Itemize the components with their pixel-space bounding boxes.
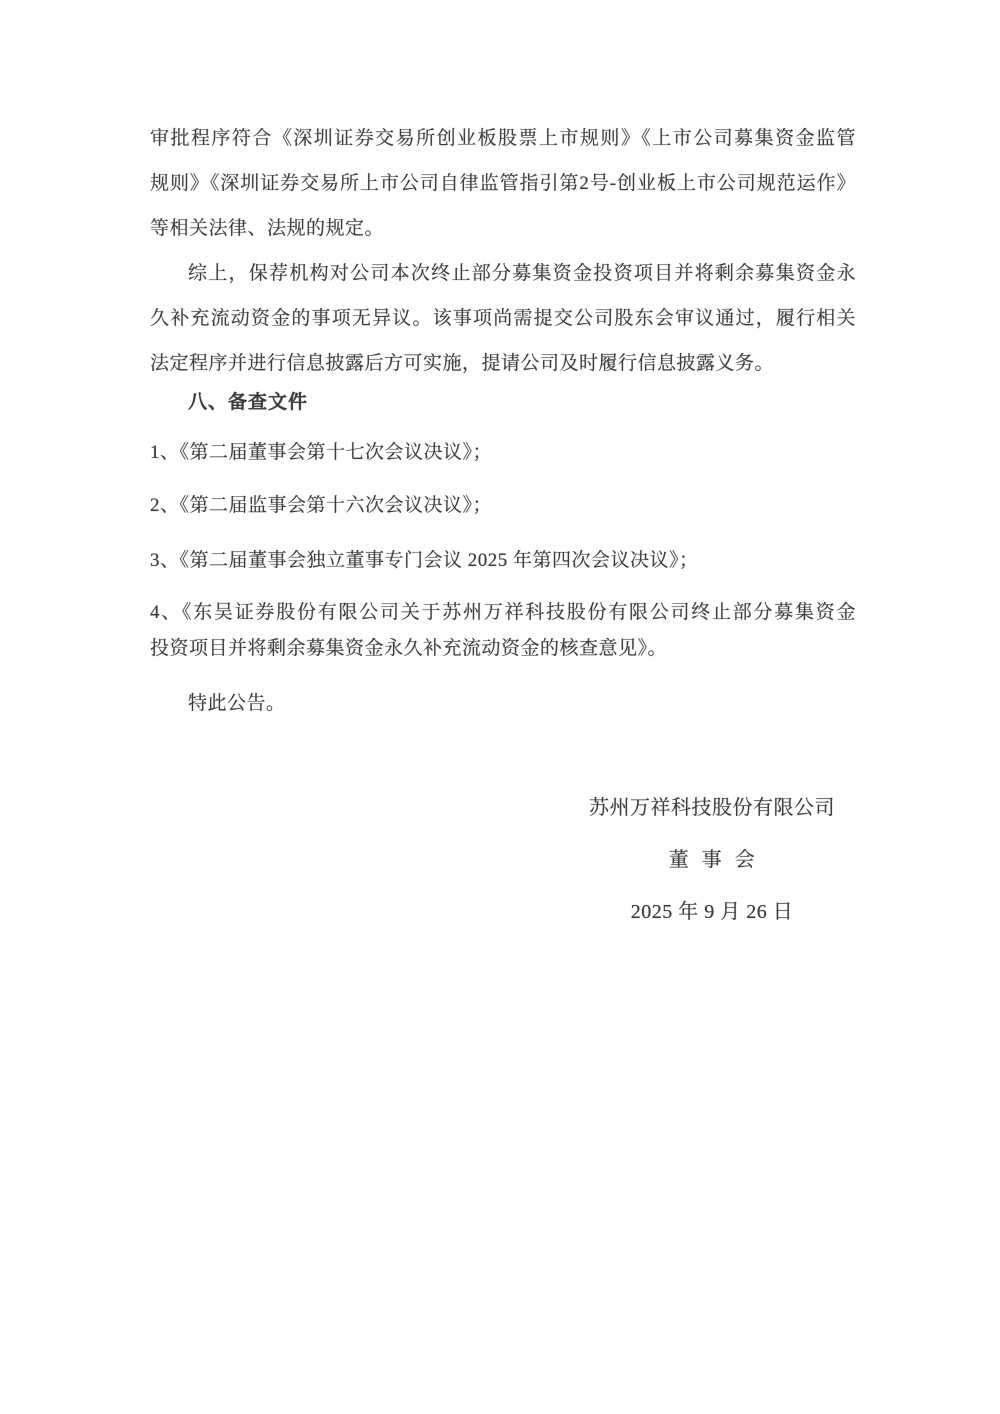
signature-date: 2025 年 9 月 26 日 [630, 901, 794, 923]
signature-board-of-directors: 董 事 会 [668, 849, 756, 871]
closing-statement: 特此公告。 [188, 693, 286, 714]
paragraph-conclusion-line-2: 久补充流动资金的事项无异议。该事项尚需提交公司股东会审议通过，履行相关 [150, 308, 856, 329]
paragraph-compliance-line-2: 规则》《深圳证券交易所上市公司自律监管指引第2号-创业板上市公司规范运作》 [150, 173, 856, 194]
paragraph-compliance-line-1: 审批程序符合《深圳证券交易所创业板股票上市规则》《上市公司募集资金监管 [150, 128, 856, 149]
section-heading-reference-documents: 八、备查文件 [188, 392, 309, 413]
list-item-4-line-2: 投资项目并将剩余募集资金永久补充流动资金的核查意见》。 [150, 638, 668, 659]
list-item-3: 3、《第二届董事会独立董事专门会议 2025 年第四次会议决议》； [150, 550, 699, 571]
list-item-1: 1、《第二届董事会第十七次会议决议》； [150, 442, 493, 463]
paragraph-conclusion-line-1: 综上，保荐机构对公司本次终止部分募集资金投资项目并将剩余募集资金永 [188, 263, 856, 284]
list-item-4-line-1: 4、《东吴证券股份有限公司关于苏州万祥科技股份有限公司终止部分募集资金 [150, 602, 856, 623]
signature-company-name: 苏州万祥科技股份有限公司 [589, 797, 835, 819]
paragraph-conclusion-line-3: 法定程序并进行信息披露后方可实施，提请公司及时履行信息披露义务。 [150, 353, 775, 374]
paragraph-compliance-line-3: 等相关法律、法规的规定。 [150, 218, 385, 239]
list-item-2: 2、《第二届监事会第十六次会议决议》； [150, 495, 493, 516]
